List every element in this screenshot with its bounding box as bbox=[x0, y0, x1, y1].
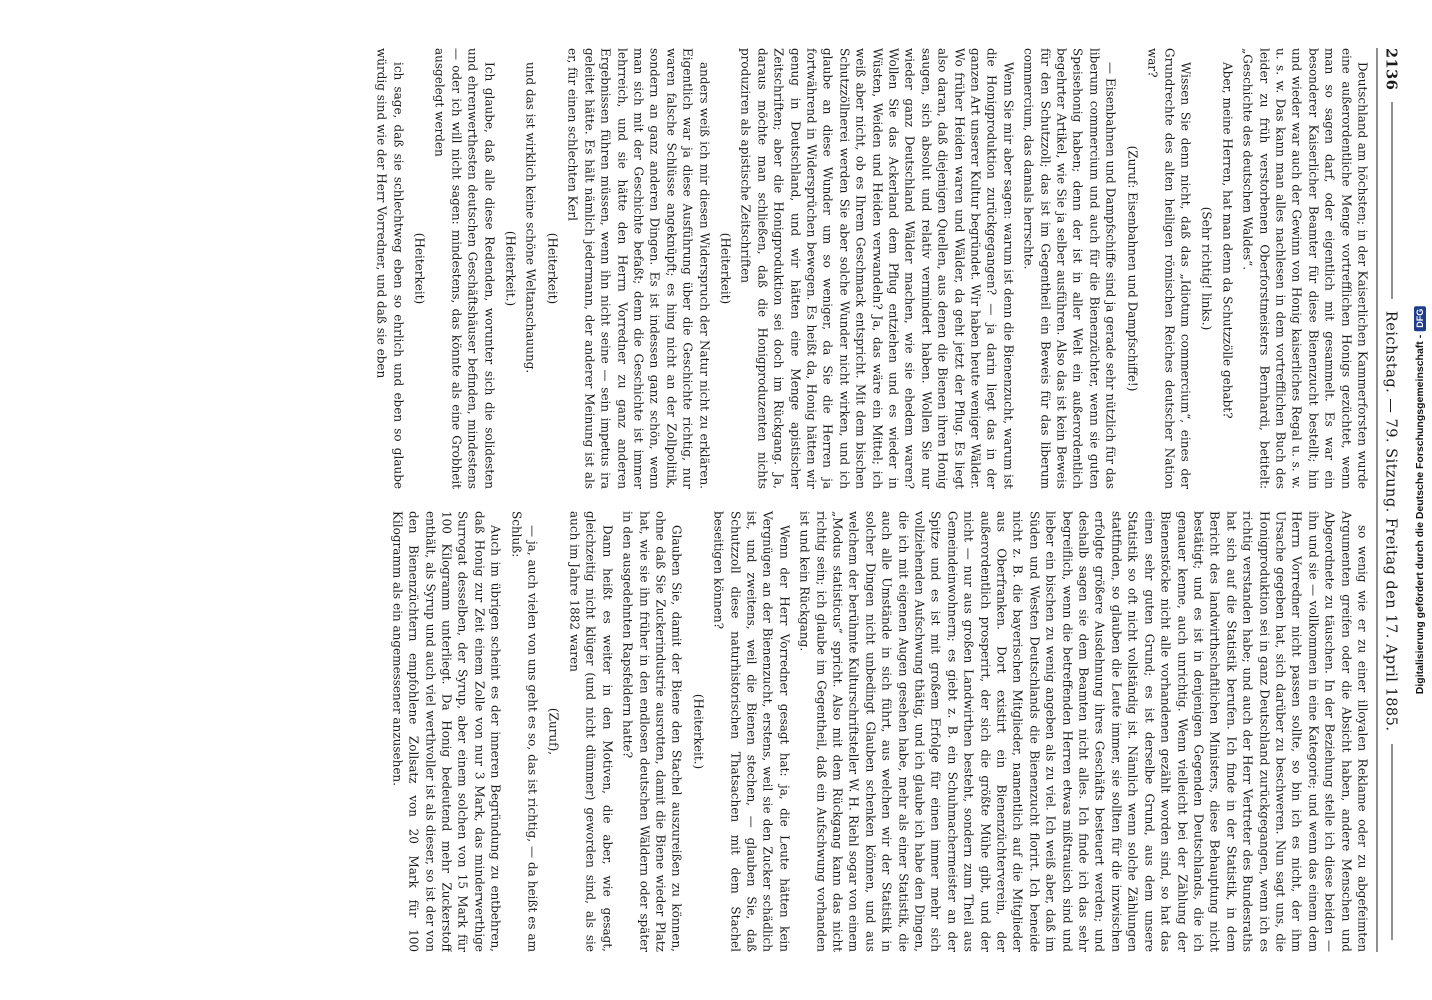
interjection: (Heiterkeit) bbox=[718, 232, 733, 305]
page-title: Reichstag. — 79. Sitzung. Freitag den 17. April 1885. bbox=[1382, 310, 1399, 732]
page-number: 2136 bbox=[1382, 48, 1400, 91]
interjection: (Heiterkeit.) bbox=[503, 230, 518, 307]
header-rule bbox=[1392, 744, 1393, 941]
interjection: (Zuruf: Eisenbahnen und Dampfschiffe!) bbox=[1125, 145, 1140, 392]
interjection: (Heiterkeit) bbox=[545, 232, 560, 305]
paragraph: Glauben Sie, damit der Biene den Stachel auszureißen zu können, ohne daß Sie Zuckerindustrie ausrotten, damit die Biene wieder Platz hat, wie sie ihn früher in den endlosen deutschen Wäldern oder später in den ausgedehnten Rapsfeldern hatte? bbox=[620, 511, 684, 952]
paragraph: Ich glaube, daß alle diese Redenden, worunter sich die solidesten und ehrenwerthesten deutschen Geschäftshäuser befinden, mindestens — oder ich will nicht sagen: mindestens, das könnte als eine Grobheit ausgelegt werden bbox=[432, 48, 497, 489]
paragraph: Wenn Sie mir aber sagen: warum ist denn die Bienenzucht, warum ist die Honigproduktion zurückgegangen? — ja darin liegt das in der ganzen Art unserer Kultur begründet. Wir haben heute weniger Wälder. Wo früher Heiden waren und Wälder, da geht jetzt der Pflug. Es liegt also daran, daß diejenigen Quellen, aus denen die Bienen ihren Honig saugen, sich absolut und relativ vermindert haben. Wollen Sie nur wieder ganz Deutschland Wälder machen, wie sie ehedem waren? Wollen Sie das Ackerland dem Pflug entziehen und es wieder in Wüsten, Weiden und Heiden verwandeln? Ja, das wäre ein Mittel; ich weiß aber nicht, ob es Ihrem Geschmack entspricht. Mit dem bischen Schutzzöllnerei werden Sie aber solche Wunder nicht wirken, und ich glaube an diese Wunder um so weniger, da Sie die Herren ja fortwährend in Widersprüchen bewegen. Es heißt da, Honig hätten wir genug in Deutschland, und wir hätten eine Menge apistischer Zeitschriften; aber die Honigproduktion sei doch im Rückgang. Ja, daraus möchte man schließen, daß die Honigproduzenten nichts produziren als apistische Zeitschriften bbox=[738, 48, 1016, 489]
dfg-logo: DFG bbox=[1414, 306, 1426, 331]
paragraph: Auch im übrigen scheint es der inneren Begründung zu entbehren, daß Honig zur Zeit einem Zolle von nur 3 Mark, das minderwerthige Surrogat desselben, der Syrup, aber einem solchen von 15 Mark für 100 Kilogramm unterliegt. Da Honig bedeutend mehr Zuckerstoff enthält, als Syrup und auch viel werthvoller ist als dieser, so ist der von den Bienenzüchtern empfohlene Zollsatz von 20 Mark für 100 Kilogramm als ein angemessener anzusehen. bbox=[390, 511, 503, 952]
paragraph: anders weiß ich mir diesen Widerspruch der Natur nicht zu erklären. Eigentlich war ja diese Ausführung über die Geschichte richtig, nur waren falsche Schlüsse angeknüpft; es hing nicht an der Zollpolitik, sondern an ganz anderen Dingen. Es ist indessen ganz schön, wenn man sich mit der Geschichte befaßt; denn die Geschichte ist immer lehrreich, und sie hätte den Herrn Vorredner zu ganz anderen Ergebnissen führen müssen, wenn ihn nicht seine — sein impetus ira geleitet hätte. Es hält nämlich jedermann, der anderer Meinung ist als er, für einen schlechten Kerl bbox=[565, 48, 712, 489]
document-page bbox=[19, 20, 1414, 980]
paragraph: Aber, meine Herren, hat man denn da Schutzzölle gehabt? bbox=[1220, 62, 1235, 419]
paragraph: Wenn der Herr Vorredner gesagt hat: ja, die Leute hätten kein Vergnügen an der Bienenzucht, erstens, weil sie den Zucker schädlich ist, und zweitens, weil die Bienen stechen, — glauben Sie, daß Schutzzoll diese naturhistorischen Thatsachen mit dem Stachel beseitigen können? bbox=[711, 511, 792, 952]
paragraph: — Eisenbahnen und Dampfschiffe sind ja gerade sehr nützlich für das liberum commercium und auch für die Bienenzüchter, wenn sie guten Speisehonig haben; denn der ist in aller Welt ein außerordentlich begehrter Artikel, wie Sie ja selber ausführen. Also das ist kein Beweis für den Schutzzoll; das ist im Gegentheil ein Beweis für das liberum commercium, das damals herrschte. bbox=[1021, 48, 1118, 489]
interjection: (Zuruf), bbox=[547, 707, 561, 756]
paragraph: und das ist wirklich keine schöne Weltanschauung. bbox=[524, 62, 538, 374]
header-rule bbox=[1392, 102, 1393, 299]
paragraph: Wissen Sie denn nicht, daß das „Idiotum commercium“, eines der Grundrechte des alten heiligen römischen Reiches deutscher Nation war? bbox=[1145, 48, 1193, 489]
paragraph: Dann heißt es weiter in den Motiven, die aber, wie gesagt, gleichzeitig nicht klüger (und nicht dümmer) geworden sind, als sie auch im Jahre 1882 waren bbox=[567, 511, 615, 952]
paragraph: Deutschland am höchsten; in der Kaiserlichen Kammerforsten wurde eine außerordentliche Menge vortrefflichen Honigs gezüchtet, wenn man so sagen darf, oder eigentlich mit gesammelt. Es war ein besonderer Kaiserlicher Beamter für diese Bienenzucht bestellt; hin und wieder war auch der Gewinn von Honig kaiserliches Regal u. s. w. u. s. w. Das kann man alles nachlesen in dem vortrefflichen Buch des leider zu früh verstorbenen Oberforstmeisters Bernhardi, betitelt: „Geschichte des deutschen Waldes“. bbox=[1240, 48, 1370, 489]
paragraph: — ja, auch vielen von uns geht es so, das ist richtig, — da heißt es am Schluß: bbox=[509, 511, 540, 952]
page-header bbox=[1377, 48, 1400, 952]
credit-text: Digitalisierung gefördert durch die Deutsche Forschungsgemeinschaft - bbox=[1414, 334, 1426, 695]
text-column-left bbox=[30, 48, 1371, 489]
text-column-right bbox=[30, 511, 1371, 952]
digitization-credit bbox=[1414, 306, 1426, 694]
paragraph: so wenig wie er zu einer illoyalen Reklame oder zu abgefeimten Argumenten greifen oder die Absicht haben, andere Menschen und Abgeordnete zu täuschen. In der Beziehung stelle ich diese beiden — ihn und sie — vollkommen in eine Kategorie; und wenn das einem dem Herrn Vorredner nicht passen sollte, so bin ich es nicht, der ihm Ursache gegeben hat, sich darüber zu beschweren. Nun sagt uns, die Honigproduktion sei in ganz Deutschland zurückgegangen, wenn ich es richtig verstanden habe; und auch der Herr Vertreter des Bundesraths hat sich auf die Statistik berufen. Ich finde in der Statistik, in dem Bericht des landwirthschaftlichen Ministers, diese Behauptung nicht bestätigt; und es ist in denjenigen Gegenden Deutschlands, die ich genauer kenne, auch unrichtig. Wenn vielleicht bei der Zählung der Bienenstöcke nicht alle vorhandenen gezählt worden sind, so hat das einen sehr guten Grund; es ist derselbe Grund, aus dem unsere Statistik so oft nicht vollständig ist. Nämlich wenn solche Zählungen stattfinden, so glauben die Leute immer, sie sollten für die inzwischen erfolgte größere Ausdehnung ihres Geschäfts besteuert werden; und deshalb sagen sie dem Beamten nicht alles. Ich finde ich das sehr begreiflich, wenn die betreffenden Herren etwas mißtrauisch sind und lieber ein bischen zu wenig angeben als zu viel. Ich weiß aber, daß im Süden und Westen Deutschlands die Bienenzucht florirt. Ich beneide nicht z. B. die bayerischen Mitglieder, namentlich auf die Mitglieder aus Oberfranken. Dort existirt ein Bienenzüchterverein, der außerordentlich prosperirt, der sich die größte Mühe gibt, und der nicht — nur aus großen Landwirthen besteht, sondern zum Theil aus Gemeindeinwohnern; es giebt z. B. ein Schuhmachermeister an der Spitze und es ist mit großem Erfolge für einen immer mehr sich vollziehenden Aufschwung thätig, und ich glaube ich habe den Dingen, die ich mit eigenen Augen gesehen habe, mehr als einer Statistik, die auch alle Umstände in sich führt, aus welchen wir der Statistik in solcher Dingen nicht unbedingt Glauben schenken können, und aus welchem der berühmte Kulturschriftsteller W. H. Riehl sogar von einem „Modus statisticus“ spricht. Also mit dem Rückgang kann das nicht richtig sein; ich glaube im Gegentheil, daß ein Aufschwung vorhanden ist und kein Rückgang. bbox=[797, 511, 1370, 952]
interjection: (Heiterkeit) bbox=[412, 232, 427, 305]
interjection: (Heiterkeit.) bbox=[691, 693, 706, 770]
text-columns bbox=[30, 48, 1371, 952]
paragraph: ich sage, daß sie schlechtweg eben so ehrlich und eben so glaube würdig sind wie der Herr Vorredner, und daß sie eben bbox=[374, 48, 406, 489]
interjection: (Sehr richtig! links.) bbox=[1199, 206, 1214, 331]
